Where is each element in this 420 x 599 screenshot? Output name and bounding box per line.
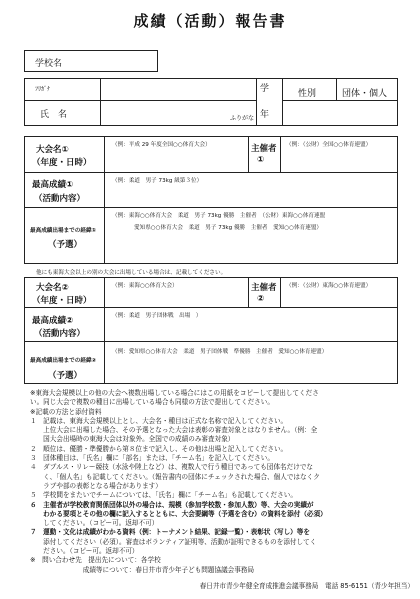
note-line: く、「個人名」も記載してください。（報告書内の団体にチェックされた場合、個人ではなくク [30,472,320,481]
meet-label-1: 大会名① [36,145,69,155]
meet-example-1: （例：平成 29 年度全国○○体育大会） [112,142,211,148]
team-label: 団体・個人 [342,89,388,99]
furigana-label: ﾌﾘｶﾞﾅ [35,86,51,93]
note-line: ラブや部の表彰となる場合があります） [30,481,162,490]
section-2-organizer-divider [248,277,249,307]
meet-example-2: （例：東海○○体育大会） [112,283,178,289]
note-line: ２ 順位は、優勝・準優勝から第８位まで記入し、その他は出場と記入してください。 [30,444,288,453]
meet-sub-2: （年度・日時） [32,296,92,306]
qual-label-2: 最高成績出場までの経緯② [30,358,97,364]
name-label-divider [100,78,101,126]
organizer-num-2: ② [257,294,265,304]
team-divider [336,78,337,100]
footer-contact: 春日井市青少年健全育成推進会議事務局 電話 85-6151（青少年担当） [199,582,414,590]
note-line: 成績等について：春日井市青少年子ども問題協議会事務局 [30,565,255,574]
note-line: ５ 学校間をまたいでチームについては、「氏名」欄に「チーム名」も記載してください。 [30,491,297,500]
school-label: 学校名 [35,59,63,69]
qual-example-1b: 愛知県○○体育大会 柔道 男子 73kg 優勝 主催者 愛知○○体育連盟） [134,225,323,231]
qual-sub-2: （予選） [48,371,83,381]
page-title: 成績（活動）報告書 [133,12,287,30]
grade-divider [256,78,257,126]
furigana-label-2: ふりがな [230,115,255,122]
qual-sub-1: （予選） [48,240,83,250]
notes-section [30,389,418,575]
note-line: わかる要項とその他の欄に記入するとともに、大会要綱等（予選を含む）の資料を添付（必須） [30,509,327,518]
note-line: ４ ダブルス・リレー競技（水泳や陸上など）は、複数人で行う種目であっても団体名だけでな [30,463,314,472]
note-line: ださい。（コピー可。返却不可） [30,547,139,556]
section-2-label-divider [104,277,105,384]
section-2-organizer-divider-2 [280,277,281,307]
note-line: い。同じ大会で複数の種目に出場している場合も同様の方法で提出してください。 [30,398,274,407]
grade-label-2: 年 [260,110,270,120]
note-line: ３ 団体種目は、「氏名」欄に「部名」または、「チーム名」を記入してください。 [30,454,274,463]
note-line: 国大会出場時の東海大会は対象外。全国での成績のみ審査対象） [30,435,235,444]
organizer-example-1: （例：（公財）全国○○体育連盟） [286,142,372,148]
section-1-row-divider-1 [24,172,398,173]
note-line: 上位大会に出場した場合、その予選となった大会は表彰の審査対象とはなりません。（例：全 [30,426,318,435]
organizer-example-2: （例：（公財）東海○○体育連盟） [286,283,372,289]
note-line: ※記載の方法と添付資料 [30,407,102,416]
note-line: ※東海大会規模以上の他の大会へ複数出場している場合にはこの用紙をコピーして提出してくださ [30,389,319,397]
section-2-row-divider-2 [24,341,398,342]
note-line: ７ 運動・文化は成績がわかる資料（例：トーナメント結果、記録一覧）・表彰状（写し）等を [30,528,310,537]
section-1-label-divider [104,136,105,264]
grade-label: 学 [260,84,270,94]
result-example-2: （例：柔道 男子団体戦 出場 ） [112,313,202,319]
qual-example-2: （例：愛知県○○体育大会 柔道 男子団体戦 準優勝 主催者 愛知○○体育連盟） [112,349,328,355]
qual-label-1: 最高成績出場までの経緯① [30,228,97,234]
qual-example-1a: （例：東海○○体育大会 柔道 男子 73kg 優勝 主催者 （公財）東海○○体育連盟 [112,213,326,219]
note-line: してください。（コピー可。返却不可） [30,519,159,528]
organizer-label-1: 主催者 [251,144,277,154]
result-sub-2: （活動内容） [34,329,86,339]
furigana-divider [24,100,256,101]
meet-sub-1: （年度・日時） [32,158,92,168]
result-label-2: 最高成績② [32,316,74,326]
separator-note: 他にも東海大会以上の別の大会に出場している場合は、記載してください。 [36,270,227,276]
gender-row-divider [282,100,398,101]
meet-label-2: 大会名② [36,283,69,293]
note-line: １ 記載は、東海大会規模以上とし、大会名・種目は正式な名称で記入してください。 [30,416,288,425]
organizer-num-1: ① [257,155,265,165]
name-label: 氏 名 [40,110,68,120]
result-example-1: （例：柔道 男子 73kg 級第３位） [112,178,203,184]
section-1-organizer-divider [248,136,249,172]
organizer-label-2: 主催者 [251,283,277,293]
section-2-row-divider-1 [24,307,398,308]
result-label-1: 最高成績① [32,180,74,190]
school-label-cell [24,50,158,72]
section-1-row-divider-2 [24,207,398,208]
gender-divider [282,78,283,126]
note-line: 添付してください（必須）。審査はボランティア証明等、活動が証明できるものを添付してく [30,537,317,546]
note-line: ※ 問い合わせ先 提出先について：各学校 [30,556,161,565]
note-line: ６ 主催者が学校教育関係団体以外の場合は、規模（参加学校数・参加人数）等、大会の実績が [30,500,314,509]
result-sub-1: （活動内容） [34,194,86,204]
gender-label: 性別 [298,89,317,99]
section-1-organizer-divider-2 [280,136,281,172]
